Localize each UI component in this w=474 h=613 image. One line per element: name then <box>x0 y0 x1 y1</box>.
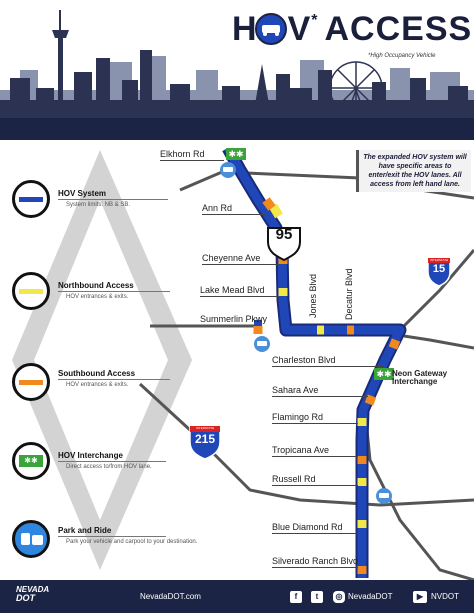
label-tropicana: Tropicana Ave <box>272 445 330 455</box>
legend-hov-system-desc: System limits: NB & SB. <box>66 202 131 208</box>
label-flamingo: Flamingo Rd <box>272 412 324 422</box>
twitter-icon[interactable]: t <box>311 591 323 603</box>
ndot-logo-line1: NEVADA <box>16 585 50 594</box>
label-decatur: Decatur Blvd <box>344 268 354 320</box>
legend-interchange-icon: ✱✱ <box>12 442 50 480</box>
page-title: H V* ACCESS <box>232 10 473 48</box>
label-russell: Russell Rd <box>272 474 316 484</box>
ndot-logo-line2: DOT <box>16 593 35 603</box>
legend-park-and-ride-icon <box>12 520 50 558</box>
header <box>0 0 474 148</box>
social-handle[interactable]: NevadaDOT <box>348 592 393 601</box>
legend-park-and-ride-desc: Park your vehicle and carpool to your destination. <box>66 539 198 545</box>
label-elkhorn: Elkhorn Rd <box>160 149 205 159</box>
road-east-95 <box>404 336 474 348</box>
label-lake-mead: Lake Mead Blvd <box>200 285 265 295</box>
svg-text:✱✱: ✱✱ <box>376 370 392 380</box>
label-ann: Ann Rd <box>202 203 233 213</box>
i15-shield-top: INTERSTATE <box>429 258 449 262</box>
us95-shield-label: 95 <box>275 226 293 243</box>
sb-access-sahara <box>369 396 372 404</box>
i215-shield-top: INTERSTATE <box>195 426 215 430</box>
label-charleston: Charleston Blvd <box>272 355 336 365</box>
nb-access-ann <box>273 206 279 216</box>
road-i15 <box>365 250 474 580</box>
legend-southbound-title: Southbound Access <box>58 369 136 378</box>
subtitle: *High Occupancy Vehicle <box>368 53 436 59</box>
youtube-handle[interactable]: NVDOT <box>431 592 459 601</box>
label-jones: Jones Blvd <box>308 273 318 318</box>
legend-southbound-desc: HOV entrances & exits. <box>66 382 129 388</box>
youtube-icon[interactable]: ▶ <box>413 591 427 603</box>
interchange-elkhorn-icon <box>226 148 246 160</box>
label-blue-diamond: Blue Diamond Rd <box>272 522 343 532</box>
park-and-ride-icon-i15 <box>376 488 392 504</box>
label-neon-gateway: Neon Gateway Interchange <box>392 369 448 386</box>
legend-interchange-desc: Direct access to/from HOV lane. <box>66 464 152 470</box>
sb-access-charleston <box>393 340 396 348</box>
label-summerlin: Summerlin Pkwy <box>200 314 268 324</box>
legend-northbound-icon <box>12 272 50 310</box>
ndot-logo <box>16 585 66 607</box>
instagram-icon[interactable]: ◎ <box>333 591 345 603</box>
legend-southbound-icon <box>12 363 50 401</box>
label-silverado: Silverado Ranch Blvd <box>272 556 359 566</box>
svg-text:✱✱: ✱✱ <box>228 150 244 160</box>
park-and-ride-icon-elkhorn <box>220 162 236 178</box>
legend-park-and-ride-title: Park and Ride <box>58 526 112 535</box>
park-and-ride-icon-summerlin <box>254 336 270 352</box>
facebook-icon[interactable]: f <box>290 591 302 603</box>
i215-shield-label: 215 <box>194 432 216 446</box>
legend-northbound-desc: HOV entrances & exits. <box>66 294 129 300</box>
footer <box>0 580 474 613</box>
i15-shield-label: 15 <box>432 263 446 275</box>
legend-hov-system-icon <box>12 180 50 218</box>
legend-northbound-title: Northbound Access <box>58 281 134 290</box>
legend-interchange-title: HOV Interchange <box>58 451 123 460</box>
website-link[interactable]: NevadaDOT.com <box>140 592 201 601</box>
label-cheyenne: Cheyenne Ave <box>202 253 261 263</box>
label-sahara: Sahara Ave <box>272 385 319 395</box>
hov-route-map <box>0 148 474 580</box>
legend-hov-system-title: HOV System <box>58 189 107 198</box>
interchange-neon-icon <box>374 368 394 380</box>
info-note: The expanded HOV system will have specific areas to enter/exit the HOV lanes. All access from left hand lane. <box>356 150 471 192</box>
sb-access-ann <box>266 200 272 208</box>
